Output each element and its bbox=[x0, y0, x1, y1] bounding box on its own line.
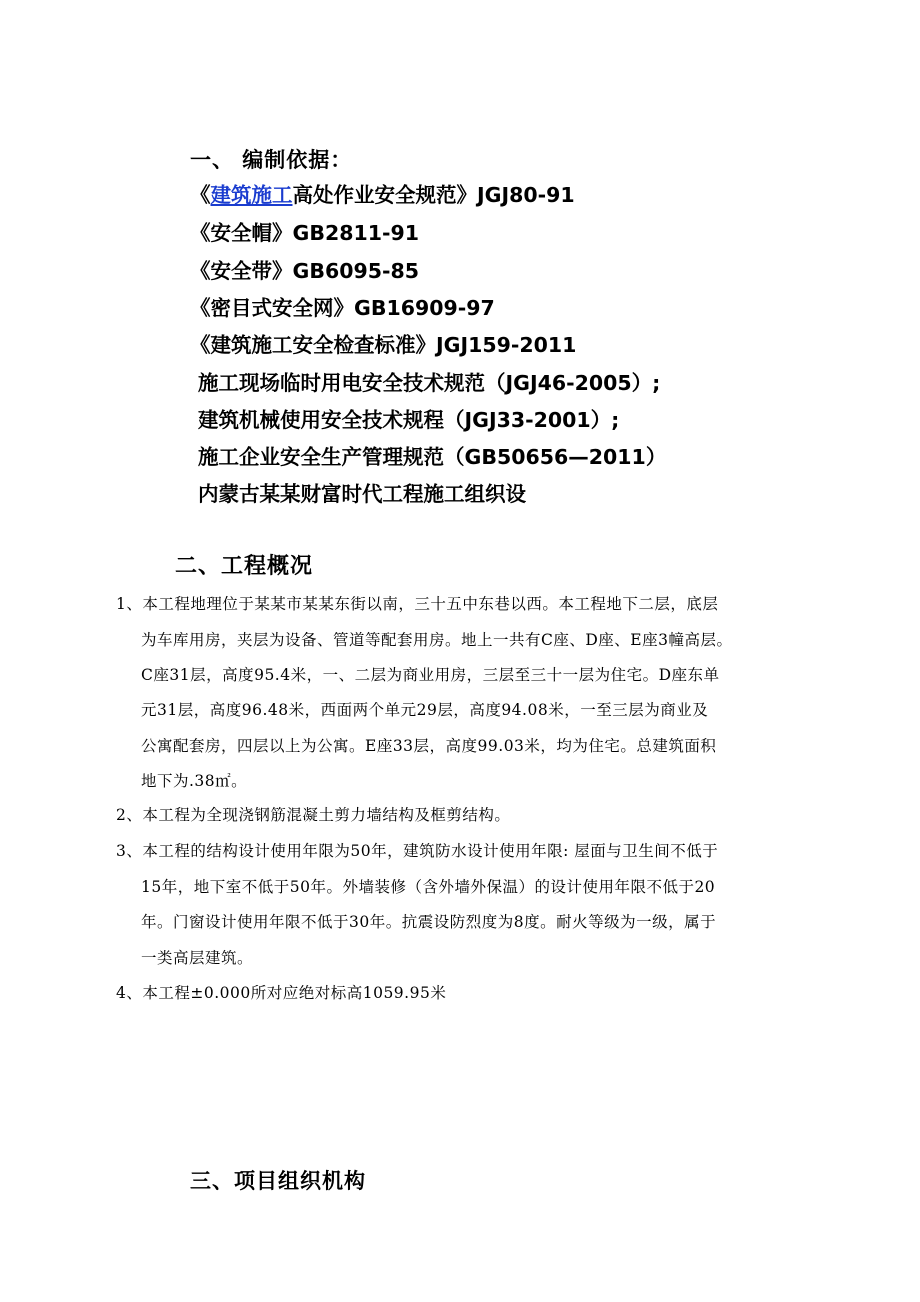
reference-item: 内蒙古某某财富时代工程施工组织设 bbox=[198, 482, 526, 506]
reference-item: 《密目式安全网》GB16909-97 bbox=[190, 296, 495, 320]
reference-item: 建筑机械使用安全技术规程（JGJ33-2001）; bbox=[198, 408, 620, 432]
section2-title: 二、工程概况 bbox=[175, 554, 314, 579]
reference-item: 施工现场临时用电安全技术规范（JGJ46-2005）; bbox=[198, 371, 661, 395]
paragraph-line: C座31层，高度95.4米，一、二层为商业用房，三层至三十一层为住宅。D座东单 bbox=[141, 666, 720, 684]
reference-item: 《安全帽》GB2811-91 bbox=[190, 221, 420, 245]
paragraph-line: 1、本工程地理位于某某市某某东街以南，三十五中东巷以西。本工程地下二层，底层 bbox=[116, 595, 719, 613]
reference-item: 《建筑施工安全检查标准》JGJ159-2011 bbox=[190, 333, 577, 357]
paragraph-line: 地下为.38㎡。 bbox=[141, 772, 248, 790]
paragraph-line: 3、本工程的结构设计使用年限为50年，建筑防水设计使用年限: 屋面与卫生间不低于 bbox=[116, 842, 719, 860]
paragraph-line: 一类高层建筑。 bbox=[141, 949, 254, 967]
reference-link[interactable]: 建筑施工 bbox=[210, 183, 293, 207]
paragraph-line: 4、本工程±0.000所对应绝对标高1059.95米 bbox=[116, 984, 447, 1002]
reference-item bbox=[190, 178, 575, 208]
reference-prefix: 《 bbox=[190, 183, 211, 207]
paragraph-line: 为车库用房，夹层为设备、管道等配套用房。地上一共有C座、D座、E座3幢高层。 bbox=[141, 631, 733, 649]
reference-item: 施工企业安全生产管理规范（GB50656—2011） bbox=[198, 445, 667, 469]
paragraph-line: 15年，地下室不低于50年。外墙装修（含外墙外保温）的设计使用年限不低于20 bbox=[141, 878, 716, 896]
paragraph-line: 公寓配套房，四层以上为公寓。E座33层，高度99.03米，均为住宅。总建筑面积 bbox=[141, 737, 717, 755]
paragraph-line: 元31层，高度96.48米，西面两个单元29层，高度94.08米，一至三层为商业及 bbox=[141, 701, 709, 719]
paragraph-line: 年。门窗设计使用年限不低于30年。抗震设防烈度为8度。耐火等级为一级，属于 bbox=[141, 913, 717, 931]
section1-title: 一、 编制依据： bbox=[190, 148, 353, 172]
section3-title: 三、项目组织机构 bbox=[190, 1169, 366, 1193]
paragraph-line: 2、本工程为全现浇钢筋混凝土剪力墙结构及框剪结构。 bbox=[116, 806, 511, 824]
reference-item: 《安全带》GB6095-85 bbox=[190, 259, 420, 283]
reference-text: 高处作业安全规范》JGJ80-91 bbox=[292, 183, 575, 207]
